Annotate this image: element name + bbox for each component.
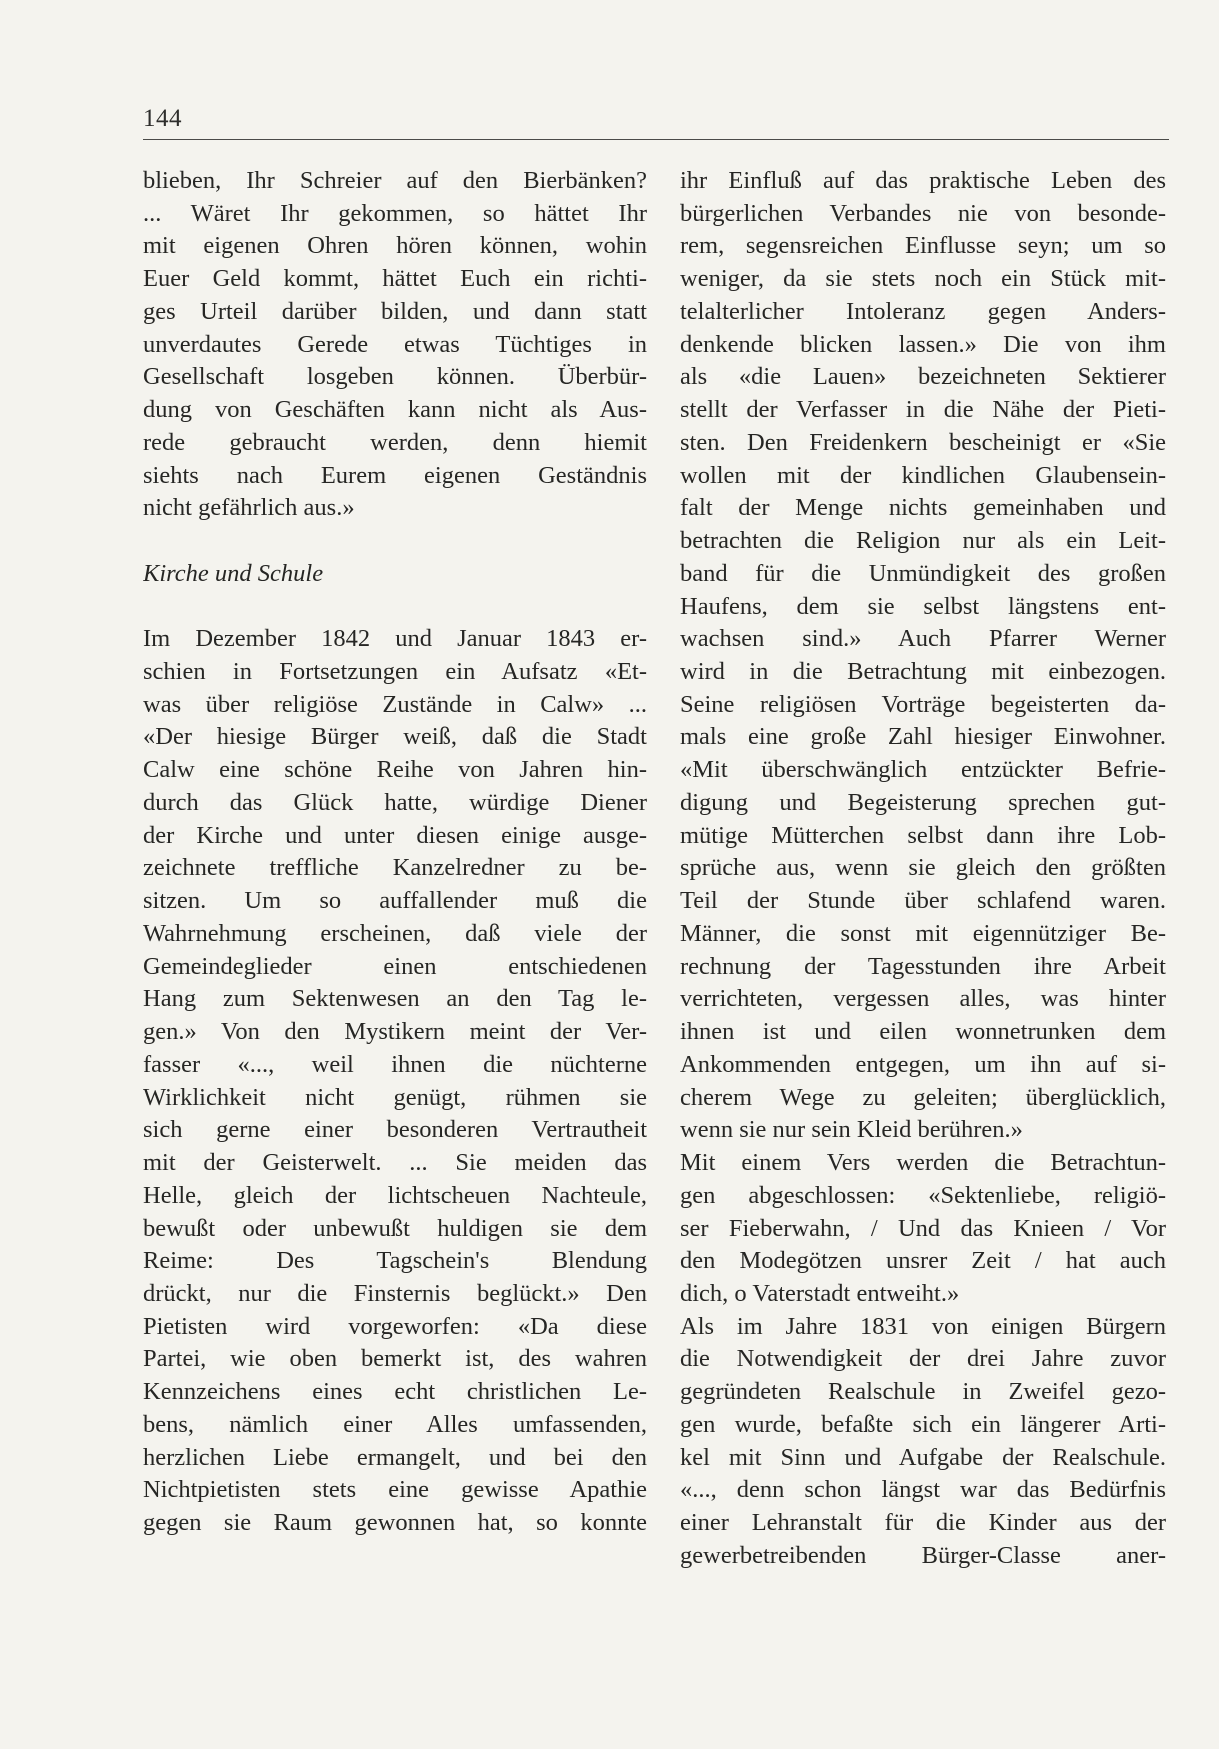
text-line: Seine religiösen Vorträge begeisterten da- [680,690,1166,718]
text-line: Gesellschaft losgeben können. Überbür- [143,363,647,391]
text-line: Kennzeichens eines echt christlichen Le- [143,1378,647,1406]
text-line: Calw eine schöne Reihe von Jahren hin- [143,756,647,784]
text-line: wachsen sind.» Auch Pfarrer Werner [680,625,1166,653]
text-line: betrachten die Religion nur als ein Leit- [680,527,1166,555]
text-line: ihnen ist und eilen wonnetrunken dem [680,1018,1166,1046]
text-line: Helle, gleich der lichtscheuen Nachteule, [143,1181,647,1209]
text-line: siehts nach Eurem eigenen Geständnis [143,461,647,489]
left-text-column [143,165,647,1540]
text-line: Wahrnehmung erscheinen, daß viele der [143,919,647,947]
text-line: sitzen. Um so auffallender muß die [143,887,647,915]
text-line: nicht gefährlich aus.» [143,494,355,522]
text-line: Partei, wie oben bemerkt ist, des wahren [143,1345,647,1373]
text-line: Hang zum Sektenwesen an den Tag le- [143,985,647,1013]
text-line: rede gebraucht werden, denn hiemit [143,428,647,456]
text-line: weniger, da sie stets noch ein Stück mit- [680,265,1166,293]
text-line: gegen sie Raum gewonnen hat, so konnte [143,1509,647,1537]
text-line: stellt der Verfasser in die Nähe der Pieti- [680,396,1166,424]
text-line: wollen mit der kindlichen Glaubensein- [680,461,1166,489]
text-line: sprüche aus, wenn sie gleich den größten [680,854,1166,882]
text-line: wenn sie nur sein Kleid berühren.» [680,1116,1023,1144]
text-line: mit der Geisterwelt. ... Sie meiden das [143,1149,647,1177]
text-line: mit eigenen Ohren hören können, wohin [143,232,647,260]
text-line: ihr Einfluß auf das praktische Leben des [680,167,1166,194]
text-line: «Mit überschwänglich entzückter Befrie- [680,756,1166,784]
text-line: Haufens, dem sie selbst längstens ent- [680,592,1166,620]
section-heading: Kirche und Schule [143,559,324,587]
text-line: ser Fieberwahn, / Und das Knieen / Vor [680,1214,1166,1242]
text-line: was über religiöse Zustände in Calw» ... [143,690,647,718]
text-line: der Kirche und unter diesen einige ausge- [143,821,647,849]
text-line: Teil der Stunde über schlafend waren. [680,887,1166,915]
text-line: bürgerlichen Verbandes nie von besonde- [680,199,1166,227]
text-line: Euer Geld kommt, hättet Euch ein richti- [143,265,647,293]
text-line: falt der Menge nichts gemeinhaben und [680,494,1166,522]
header-rule [143,139,1169,140]
text-line: durch das Glück hatte, würdige Diener [143,788,647,816]
text-line: gen abgeschlossen: «Sektenliebe, religiö- [680,1181,1166,1209]
text-line: gegründeten Realschule in Zweifel gezo- [680,1378,1166,1406]
text-line: einer Lehranstalt für die Kinder aus der [680,1509,1166,1537]
text-line: mütige Mütterchen selbst dann ihre Lob- [680,821,1166,849]
blank-line [143,525,647,558]
text-line: kel mit Sinn und Aufgabe der Realschule. [680,1443,1166,1471]
text-line: denkende blicken lassen.» Die von ihm [680,330,1166,358]
text-line: rem, segensreichen Einflusse seyn; um so [680,232,1166,260]
text-line: gewerbetreibenden Bürger-Classe aner- [680,1541,1166,1569]
text-line: den Modegötzen unsrer Zeit / hat auch [680,1247,1166,1275]
right-text-column [680,165,1166,1573]
page-number: 144 [143,105,182,132]
text-line: verrichteten, vergessen alles, was hinter [680,985,1166,1013]
text-line: drückt, nur die Finsternis beglückt.» Den [143,1279,647,1307]
text-line: rechnung der Tagesstunden ihre Arbeit [680,952,1166,980]
text-line: cherem Wege zu geleiten; überglücklich, [680,1083,1166,1111]
text-line: wird in die Betrachtung mit einbezogen. [680,658,1166,686]
text-line: «Der hiesige Bürger weiß, daß die Stadt [143,723,647,751]
text-line: band für die Unmündigkeit des großen [680,559,1166,587]
text-line: bens, nämlich einer Alles umfassenden, [143,1410,647,1438]
text-line: ... Wäret Ihr gekommen, so hättet Ihr [143,199,647,227]
text-line: Gemeindeglieder einen entschiedenen [143,952,647,980]
text-line: «..., denn schon längst war das Bedürfnis [680,1476,1166,1504]
text-line: Reime: Des Tagschein's Blendung [143,1247,647,1275]
text-line: Wirklichkeit nicht genügt, rühmen sie [143,1083,647,1111]
text-line: digung und Begeisterung sprechen gut- [680,788,1166,816]
text-line: blieben, Ihr Schreier auf den Bierbänken? [143,167,647,194]
text-line: mals eine große Zahl hiesiger Einwohner. [680,723,1166,751]
text-line: Männer, die sonst mit eigennütziger Be- [680,919,1166,947]
text-line: fasser «..., weil ihnen die nüchterne [143,1050,647,1078]
text-line: Nichtpietisten stets eine gewisse Apathie [143,1476,647,1504]
text-line: unverdautes Gerede etwas Tüchtiges in [143,330,647,358]
text-line: herzlichen Liebe ermangelt, und bei den [143,1443,647,1471]
text-line: Pietisten wird vorgeworfen: «Da diese [143,1312,647,1340]
text-line: zeichnete treffliche Kanzelredner zu be- [143,854,647,882]
text-line: bewußt oder unbewußt huldigen sie dem [143,1214,647,1242]
text-line: telalterlicher Intoleranz gegen Anders- [680,297,1166,325]
text-line: ges Urteil darüber bilden, und dann statt [143,297,647,325]
text-line: als «die Lauen» bezeichneten Sektierer [680,363,1166,391]
text-line: gen.» Von den Mystikern meint der Ver- [143,1018,647,1046]
text-line: Ankommenden entgegen, um ihn auf si- [680,1050,1166,1078]
text-line: dung von Geschäften kann nicht als Aus- [143,396,647,424]
text-line: dich, o Vaterstadt entweiht.» [680,1279,960,1307]
text-line: Als im Jahre 1831 von einigen Bürgern [680,1312,1166,1340]
text-line: Im Dezember 1842 und Januar 1843 er- [143,625,647,653]
text-line: schien in Fortsetzungen ein Aufsatz «Et- [143,658,647,686]
text-line: Mit einem Vers werden die Betrachtun- [680,1149,1166,1177]
blank-line [143,591,647,624]
text-line: sten. Den Freidenkern bescheinigt er «Sie [680,428,1166,456]
text-line: die Notwendigkeit der drei Jahre zuvor [680,1345,1166,1373]
text-line: sich gerne einer besonderen Vertrautheit [143,1116,647,1144]
text-line: gen wurde, befaßte sich ein längerer Arti- [680,1410,1166,1438]
